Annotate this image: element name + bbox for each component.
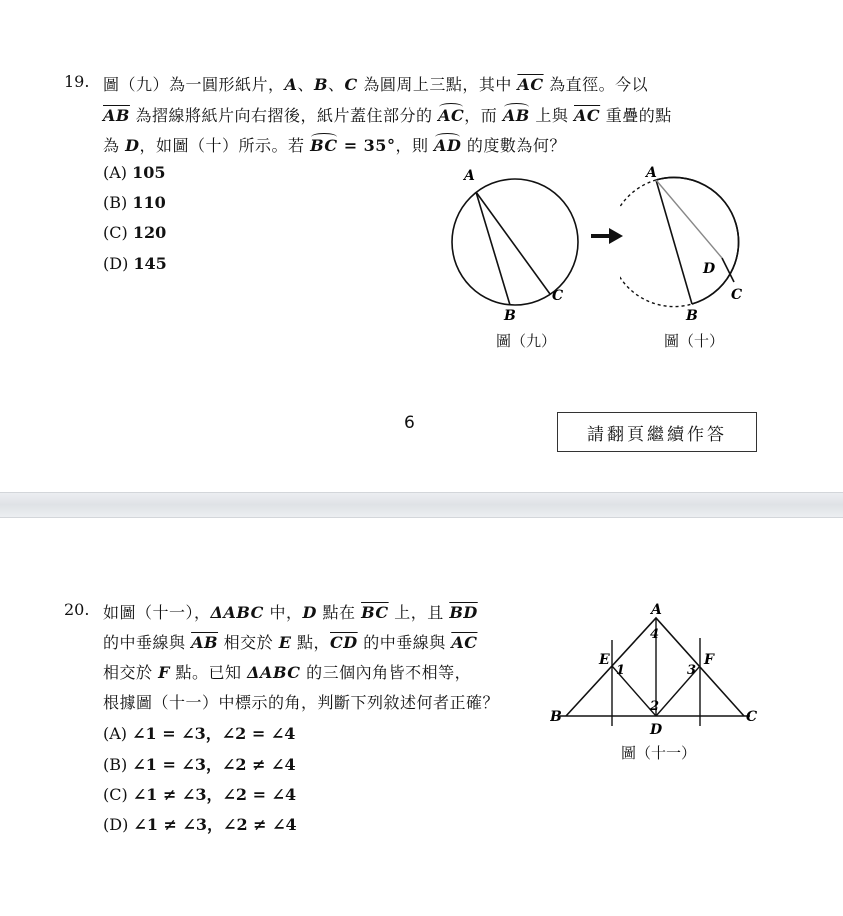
folded-arc	[656, 177, 739, 304]
q19-line-2: $\overline{AB}$ 為摺線將紙片向右摺後，紙片蓋住部分的 AC，而 AB 上與 $\overline{AC}$ 重疊的點	[103, 106, 672, 125]
paper-circle	[452, 179, 578, 305]
fold-line-ab	[656, 180, 692, 304]
label-b: B	[686, 308, 698, 324]
label-c: C	[746, 709, 758, 725]
diameter-ac	[476, 192, 550, 294]
segment-ac: $\overline{AC}$	[517, 75, 544, 94]
q20-line-2: 的中垂線與 $\overline{AB}$ 相交於 E 點，$\overline{CD}$ 的中垂線與 $\overline{AC}$	[103, 633, 478, 652]
segment-cd: $\overline{CD}$	[330, 633, 358, 652]
arc-ad: AD	[434, 136, 462, 155]
label-a: A	[464, 168, 475, 184]
angle-1-label: 1	[616, 663, 626, 678]
figure-9-caption: 圖（九）	[496, 332, 557, 350]
turn-page-notice: 請翻頁繼續作答	[557, 412, 757, 452]
chord-ab	[476, 192, 510, 305]
q20-line-4: 根據圖（十一）中標示的角，判斷下列敘述何者正確？	[103, 693, 500, 712]
figure-11-caption: 圖（十一）	[621, 744, 697, 762]
q19-line-3: 為 D，如圖（十）所示。若 BC = 35°，則 AD 的度數為何？	[103, 136, 566, 155]
angle-2-label: 2	[650, 699, 660, 714]
option-b[interactable]: (B) ∠1 = ∠3，∠2 ≠ ∠4	[103, 755, 296, 774]
page-separator	[0, 492, 843, 518]
figure-10-caption: 圖（十）	[664, 332, 725, 350]
option-b[interactable]: (B) 110	[103, 193, 166, 212]
exam-page-bottom	[0, 518, 843, 916]
option-a[interactable]: (A) ∠1 = ∠3，∠2 = ∠4	[103, 724, 296, 743]
label-f: F	[704, 652, 714, 668]
question-number: 19.	[64, 72, 90, 91]
question-number: 20.	[64, 600, 90, 619]
q19-line-1: 圖（九）為一圓形紙片，A、B、C 為圓周上三點，其中 $\overline{AC}$ 為直徑。今以	[103, 75, 649, 94]
segment-ab: $\overline{AB}$	[191, 633, 219, 652]
label-d: D	[650, 722, 663, 738]
figure-9-diagram	[440, 160, 590, 328]
label-b: B	[550, 709, 562, 725]
option-a[interactable]: (A) 105	[103, 163, 166, 182]
figure-11-diagram	[550, 598, 770, 738]
label-e: E	[599, 652, 610, 668]
angle-3-label: 3	[687, 663, 697, 678]
segment-bc: $\overline{BC}$	[361, 603, 389, 622]
option-c[interactable]: (C) ∠1 ≠ ∠3，∠2 = ∠4	[103, 785, 297, 804]
label-a: A	[651, 602, 662, 618]
segment-bd: $\overline{BD}$	[449, 603, 478, 622]
segment-ac: $\overline{AC}$	[451, 633, 478, 652]
segment-ac: $\overline{AC}$	[574, 106, 601, 125]
arc-ab: AB	[502, 106, 530, 125]
remaining-arc	[656, 177, 739, 304]
option-c[interactable]: (C) 120	[103, 223, 167, 242]
q20-line-1: 如圖（十一），ΔABC 中，D 點在 $\overline{BC}$ 上，且 $\overline{BD}$	[103, 603, 478, 622]
label-c: C	[552, 288, 564, 304]
hidden-diameter	[656, 180, 722, 258]
unfolded-arc	[620, 180, 692, 307]
arc-bc: BC	[310, 136, 338, 155]
label-b: B	[504, 308, 516, 324]
option-d[interactable]: (D) 145	[103, 254, 167, 273]
label-a: A	[646, 165, 657, 181]
page-number: 6	[404, 413, 415, 433]
q20-line-3: 相交於 F 點。已知 ΔABC 的三個內角皆不相等，	[103, 663, 472, 682]
option-d[interactable]: (D) ∠1 ≠ ∠3，∠2 ≠ ∠4	[103, 815, 297, 834]
arc-ac: AC	[438, 106, 465, 125]
figure-10-diagram	[620, 160, 770, 328]
angle-4-label: 4	[650, 627, 660, 642]
label-d: D	[703, 261, 716, 277]
label-c: C	[731, 287, 743, 303]
segment-ab: $\overline{AB}$	[103, 106, 130, 125]
